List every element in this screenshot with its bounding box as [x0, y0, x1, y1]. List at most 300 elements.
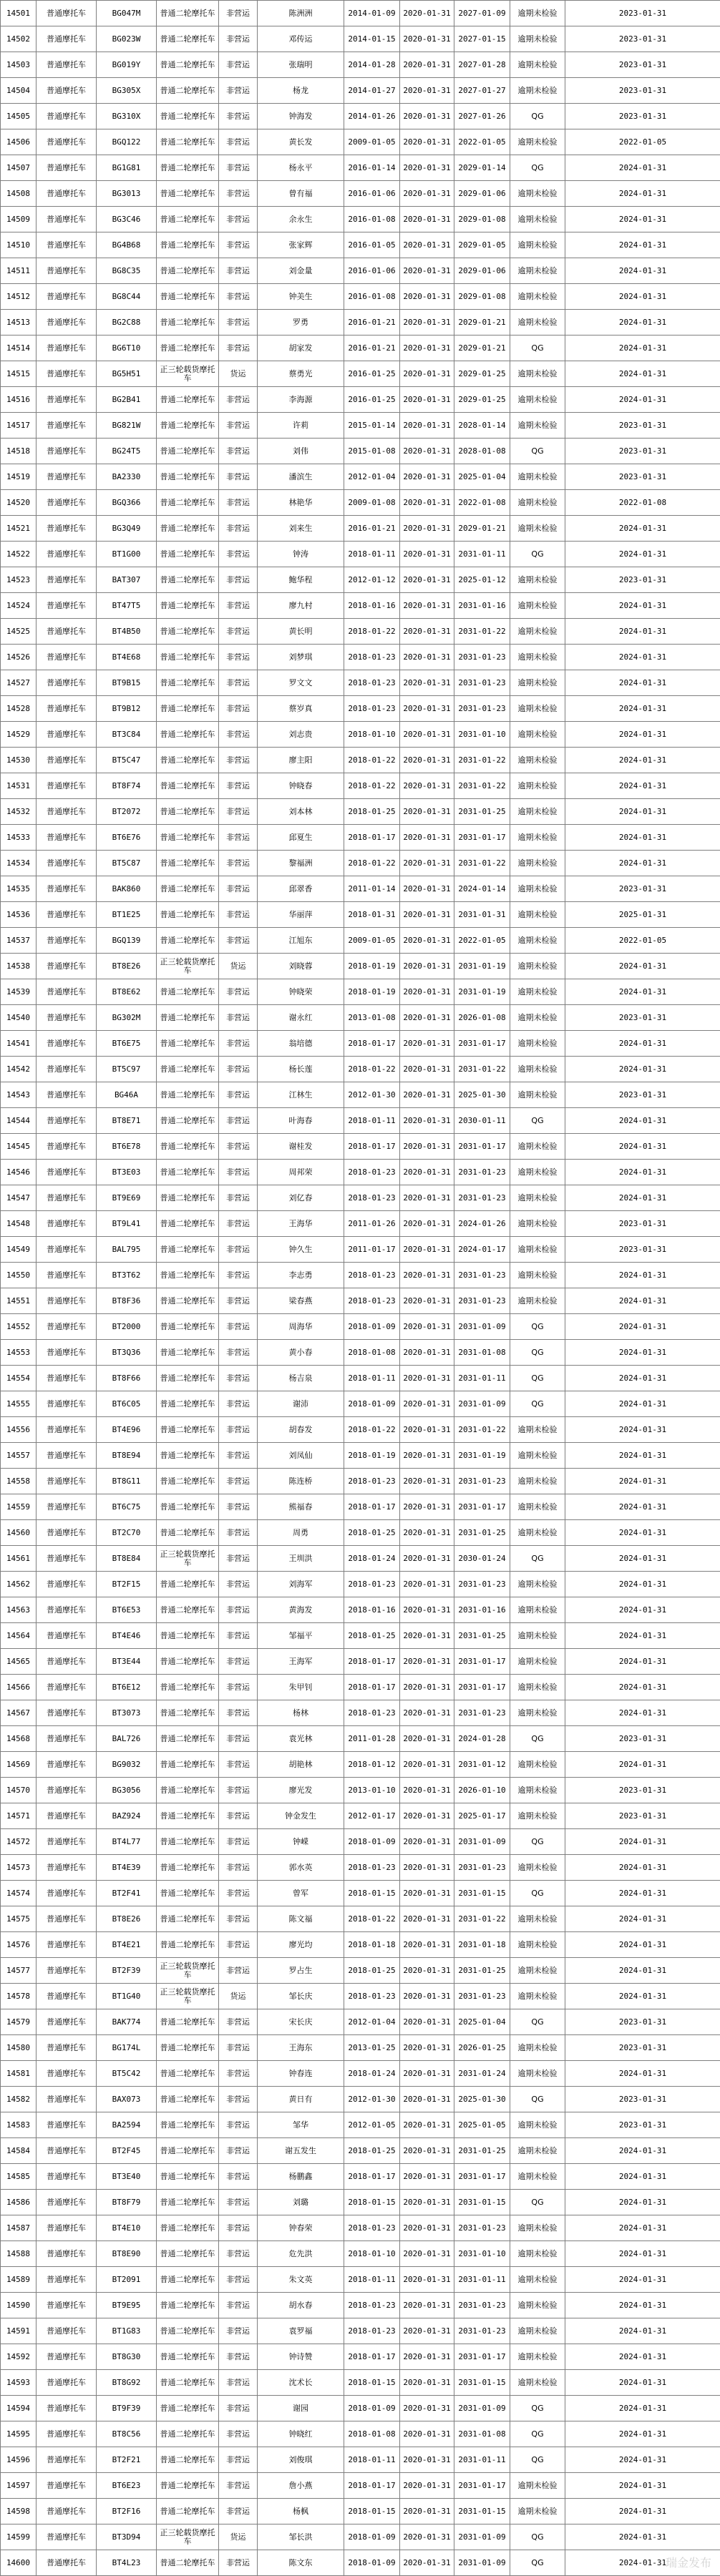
cell-vehicle-type: 普通二轮摩托车: [157, 876, 219, 902]
cell-seq-number: 14585: [1, 2164, 37, 2190]
table-row: [1, 1778, 720, 1803]
cell-scrap-date: 2031-01-23: [454, 1700, 510, 1726]
cell-status: 逾期未检验: [510, 1700, 565, 1726]
cell-plate-number: BAL795: [97, 1237, 157, 1263]
cell-vehicle-class: 普通摩托车: [37, 1675, 97, 1700]
cell-vehicle-class: 普通摩托车: [37, 902, 97, 928]
cell-owner-name: 邹长洪: [258, 2524, 344, 2550]
table-row: [1, 207, 720, 232]
cell-seq-number: 14597: [1, 2473, 37, 2499]
cell-scrap-date: 2025-01-17: [454, 1803, 510, 1829]
cell-scrap-date: 2027-01-15: [454, 26, 510, 52]
cell-valid-until: 2024-01-31: [565, 2215, 720, 2241]
cell-inspect-date: 2020-01-31: [400, 2550, 454, 2576]
cell-valid-until: 2024-01-31: [565, 1546, 720, 1572]
cell-inspect-date: 2020-01-31: [400, 1, 454, 26]
cell-vehicle-type: 普通二轮摩托车: [157, 258, 219, 284]
cell-seq-number: 14555: [1, 1391, 37, 1417]
cell-register-date: 2018-01-17: [344, 1134, 400, 1160]
cell-status: 逾期未检验: [510, 1494, 565, 1520]
table-row: [1, 2112, 720, 2138]
table-row: [1, 232, 720, 258]
cell-register-date: 2018-01-23: [344, 1263, 400, 1288]
cell-register-date: 2011-01-17: [344, 1237, 400, 1263]
cell-status: QG: [510, 336, 565, 361]
cell-inspect-date: 2020-01-31: [400, 1984, 454, 2009]
cell-owner-name: 刘志贵: [258, 722, 344, 748]
cell-inspect-date: 2020-01-31: [400, 284, 454, 310]
cell-owner-name: 刘晓蓉: [258, 954, 344, 979]
cell-valid-until: 2024-01-31: [565, 181, 720, 207]
cell-inspect-date: 2020-01-31: [400, 1134, 454, 1160]
cell-seq-number: 14598: [1, 2499, 37, 2524]
cell-register-date: 2012-01-04: [344, 464, 400, 490]
cell-status: QG: [510, 2550, 565, 2576]
cell-plate-number: BGQ366: [97, 490, 157, 516]
cell-usage-type: 非营运: [219, 2370, 258, 2396]
cell-owner-name: 杨长莲: [258, 1057, 344, 1082]
cell-owner-name: 危先洪: [258, 2241, 344, 2267]
cell-vehicle-class: 普通摩托车: [37, 78, 97, 104]
cell-vehicle-type: 普通二轮摩托车: [157, 1340, 219, 1366]
cell-usage-type: 非营运: [219, 1623, 258, 1649]
cell-inspect-date: 2020-01-31: [400, 1520, 454, 1546]
cell-scrap-date: 2029-01-21: [454, 516, 510, 542]
cell-register-date: 2018-01-11: [344, 2447, 400, 2473]
cell-vehicle-class: 普通摩托车: [37, 542, 97, 567]
cell-register-date: 2016-01-25: [344, 387, 400, 413]
table-row: [1, 1829, 720, 1855]
cell-plate-number: BG9032: [97, 1752, 157, 1778]
cell-seq-number: 14588: [1, 2241, 37, 2267]
cell-plate-number: BT5C97: [97, 1057, 157, 1082]
cell-inspect-date: 2020-01-31: [400, 851, 454, 876]
cell-status: QG: [510, 1366, 565, 1391]
cell-valid-until: 2023-01-31: [565, 1803, 720, 1829]
cell-vehicle-class: 普通摩托车: [37, 1288, 97, 1314]
cell-seq-number: 14546: [1, 1160, 37, 1185]
cell-scrap-date: 2031-01-22: [454, 1057, 510, 1082]
cell-vehicle-class: 普通摩托车: [37, 1829, 97, 1855]
cell-vehicle-type: 普通二轮摩托车: [157, 1597, 219, 1623]
cell-inspect-date: 2020-01-31: [400, 593, 454, 619]
cell-vehicle-type: 普通二轮摩托车: [157, 1829, 219, 1855]
cell-plate-number: BT6E75: [97, 1031, 157, 1057]
cell-vehicle-type: 普通二轮摩托车: [157, 1469, 219, 1494]
cell-usage-type: 非营运: [219, 567, 258, 593]
cell-register-date: 2018-01-23: [344, 1984, 400, 2009]
cell-owner-name: 杨枫: [258, 2499, 344, 2524]
cell-status: 逾期未检验: [510, 1005, 565, 1031]
cell-status: 逾期未检验: [510, 1984, 565, 2009]
cell-usage-type: 非营运: [219, 1572, 258, 1597]
cell-vehicle-class: 普通摩托车: [37, 2421, 97, 2447]
table-row: [1, 2447, 720, 2473]
table-row: [1, 593, 720, 619]
cell-vehicle-class: 普通摩托车: [37, 2318, 97, 2344]
cell-plate-number: BT8G92: [97, 2370, 157, 2396]
cell-valid-until: 2024-01-31: [565, 387, 720, 413]
cell-usage-type: 非营运: [219, 619, 258, 645]
cell-status: 逾期未检验: [510, 1160, 565, 1185]
cell-inspect-date: 2020-01-31: [400, 2396, 454, 2421]
cell-valid-until: 2023-01-31: [565, 1726, 720, 1752]
cell-plate-number: BT8E90: [97, 2241, 157, 2267]
table-row: [1, 26, 720, 52]
cell-valid-until: 2023-01-31: [565, 439, 720, 464]
cell-status: 逾期未检验: [510, 2267, 565, 2293]
cell-scrap-date: 2022-01-08: [454, 490, 510, 516]
cell-valid-until: 2024-01-31: [565, 2396, 720, 2421]
cell-owner-name: 周海华: [258, 1314, 344, 1340]
cell-owner-name: 李志勇: [258, 1263, 344, 1288]
cell-vehicle-type: 普通二轮摩托车: [157, 2499, 219, 2524]
cell-vehicle-type: 普通二轮摩托车: [157, 310, 219, 336]
cell-register-date: 2018-01-22: [344, 1057, 400, 1082]
cell-register-date: 2012-01-12: [344, 567, 400, 593]
cell-usage-type: 非营运: [219, 490, 258, 516]
cell-register-date: 2009-01-05: [344, 928, 400, 954]
cell-register-date: 2014-01-27: [344, 78, 400, 104]
cell-owner-name: 袁光林: [258, 1726, 344, 1752]
cell-plate-number: BT6E76: [97, 825, 157, 851]
cell-valid-until: 2024-01-31: [565, 155, 720, 181]
cell-register-date: 2018-01-17: [344, 2344, 400, 2370]
cell-vehicle-class: 普通摩托车: [37, 1984, 97, 2009]
table-row: [1, 1726, 720, 1752]
table-row: [1, 2318, 720, 2344]
cell-seq-number: 14571: [1, 1803, 37, 1829]
cell-scrap-date: 2027-01-26: [454, 104, 510, 129]
table-row: [1, 104, 720, 129]
cell-inspect-date: 2020-01-31: [400, 439, 454, 464]
cell-seq-number: 14564: [1, 1623, 37, 1649]
cell-plate-number: BT4E46: [97, 1623, 157, 1649]
cell-valid-until: 2024-01-31: [565, 593, 720, 619]
cell-valid-until: 2023-01-31: [565, 876, 720, 902]
cell-inspect-date: 2020-01-31: [400, 2164, 454, 2190]
cell-valid-until: 2024-01-31: [565, 1572, 720, 1597]
cell-seq-number: 14535: [1, 876, 37, 902]
cell-valid-until: 2024-01-31: [565, 1443, 720, 1469]
cell-status: QG: [510, 542, 565, 567]
cell-scrap-date: 2025-01-04: [454, 464, 510, 490]
cell-vehicle-type: 普通二轮摩托车: [157, 1494, 219, 1520]
cell-status: 逾期未检验: [510, 1752, 565, 1778]
cell-vehicle-class: 普通摩托车: [37, 52, 97, 78]
cell-valid-until: 2024-01-31: [565, 1984, 720, 2009]
cell-valid-until: 2024-01-31: [565, 284, 720, 310]
cell-plate-number: BT6E78: [97, 1134, 157, 1160]
cell-owner-name: 刘金量: [258, 258, 344, 284]
cell-vehicle-type: 正三轮载货摩托车: [157, 954, 219, 979]
cell-valid-until: 2024-01-31: [565, 2421, 720, 2447]
cell-status: QG: [510, 2087, 565, 2112]
cell-owner-name: 熊福春: [258, 1494, 344, 1520]
cell-scrap-date: 2031-01-31: [454, 902, 510, 928]
cell-inspect-date: 2020-01-31: [400, 1160, 454, 1185]
cell-vehicle-type: 普通二轮摩托车: [157, 1237, 219, 1263]
cell-valid-until: 2024-01-31: [565, 1932, 720, 1958]
cell-register-date: 2018-01-11: [344, 1366, 400, 1391]
cell-seq-number: 14504: [1, 78, 37, 104]
cell-vehicle-class: 普通摩托车: [37, 1546, 97, 1572]
cell-plate-number: BT2091: [97, 2267, 157, 2293]
cell-vehicle-class: 普通摩托车: [37, 1572, 97, 1597]
cell-seq-number: 14520: [1, 490, 37, 516]
cell-scrap-date: 2031-01-17: [454, 825, 510, 851]
cell-inspect-date: 2020-01-31: [400, 1057, 454, 1082]
table-row: [1, 2344, 720, 2370]
cell-vehicle-type: 普通二轮摩托车: [157, 1855, 219, 1881]
cell-usage-type: 非营运: [219, 1494, 258, 1520]
cell-register-date: 2018-01-10: [344, 2241, 400, 2267]
cell-status: 逾期未检验: [510, 232, 565, 258]
cell-usage-type: 非营运: [219, 284, 258, 310]
table-row: [1, 413, 720, 439]
cell-vehicle-class: 普通摩托车: [37, 413, 97, 439]
cell-vehicle-type: 普通二轮摩托车: [157, 2138, 219, 2164]
table-row: [1, 1237, 720, 1263]
cell-plate-number: BT8E94: [97, 1443, 157, 1469]
cell-seq-number: 14528: [1, 696, 37, 722]
cell-usage-type: 非营运: [219, 439, 258, 464]
cell-register-date: 2018-01-23: [344, 1700, 400, 1726]
table-row: [1, 928, 720, 954]
cell-plate-number: BT3D94: [97, 2524, 157, 2550]
cell-vehicle-type: 普通二轮摩托车: [157, 336, 219, 361]
cell-valid-until: 2023-01-31: [565, 464, 720, 490]
cell-plate-number: BT8E62: [97, 979, 157, 1005]
cell-inspect-date: 2020-01-31: [400, 1366, 454, 1391]
cell-seq-number: 14582: [1, 2087, 37, 2112]
cell-valid-until: 2024-01-31: [565, 1108, 720, 1134]
cell-owner-name: 钟晓荣: [258, 979, 344, 1005]
cell-usage-type: 非营运: [219, 645, 258, 670]
cell-vehicle-type: 普通二轮摩托车: [157, 2267, 219, 2293]
cell-inspect-date: 2020-01-31: [400, 232, 454, 258]
cell-plate-number: BT4E39: [97, 1855, 157, 1881]
cell-scrap-date: 2031-01-17: [454, 2344, 510, 2370]
cell-register-date: 2018-01-15: [344, 2370, 400, 2396]
cell-register-date: 2018-01-22: [344, 851, 400, 876]
cell-scrap-date: 2031-01-22: [454, 851, 510, 876]
table-row: [1, 2009, 720, 2035]
cell-plate-number: BT8G30: [97, 2344, 157, 2370]
vehicle-table-body: [1, 1, 720, 2576]
cell-owner-name: 华丽萍: [258, 902, 344, 928]
cell-status: 逾期未检验: [510, 748, 565, 773]
cell-status: 逾期未检验: [510, 1082, 565, 1108]
cell-usage-type: 非营运: [219, 2447, 258, 2473]
cell-owner-name: 余永生: [258, 207, 344, 232]
cell-vehicle-class: 普通摩托车: [37, 1855, 97, 1881]
cell-status: 逾期未检验: [510, 1675, 565, 1700]
cell-scrap-date: 2031-01-09: [454, 1314, 510, 1340]
cell-usage-type: 非营运: [219, 2344, 258, 2370]
cell-scrap-date: 2031-01-23: [454, 645, 510, 670]
cell-inspect-date: 2020-01-31: [400, 181, 454, 207]
cell-plate-number: BG310X: [97, 104, 157, 129]
cell-vehicle-class: 普通摩托车: [37, 2112, 97, 2138]
cell-valid-until: 2024-01-31: [565, 954, 720, 979]
cell-inspect-date: 2020-01-31: [400, 1597, 454, 1623]
table-row: [1, 1263, 720, 1288]
cell-register-date: 2018-01-23: [344, 670, 400, 696]
cell-usage-type: 非营运: [219, 773, 258, 799]
cell-status: 逾期未检验: [510, 722, 565, 748]
cell-vehicle-class: 普通摩托车: [37, 1803, 97, 1829]
cell-usage-type: 非营运: [219, 1005, 258, 1031]
cell-owner-name: 陈文东: [258, 2550, 344, 2576]
cell-vehicle-class: 普通摩托车: [37, 979, 97, 1005]
cell-status: 逾期未检验: [510, 593, 565, 619]
cell-vehicle-class: 普通摩托车: [37, 1160, 97, 1185]
cell-scrap-date: 2031-01-15: [454, 2190, 510, 2215]
cell-status: 逾期未检验: [510, 1572, 565, 1597]
cell-status: 逾期未检验: [510, 619, 565, 645]
cell-plate-number: BG047M: [97, 1, 157, 26]
cell-seq-number: 14568: [1, 1726, 37, 1752]
cell-owner-name: 陈连桥: [258, 1469, 344, 1494]
cell-inspect-date: 2020-01-31: [400, 1778, 454, 1803]
cell-status: QG: [510, 2396, 565, 2421]
cell-inspect-date: 2020-01-31: [400, 310, 454, 336]
cell-scrap-date: 2025-01-04: [454, 2009, 510, 2035]
cell-status: 逾期未检验: [510, 52, 565, 78]
cell-inspect-date: 2020-01-31: [400, 2215, 454, 2241]
cell-scrap-date: 2031-01-18: [454, 1932, 510, 1958]
cell-plate-number: BT6C75: [97, 1494, 157, 1520]
cell-scrap-date: 2031-01-11: [454, 2267, 510, 2293]
cell-plate-number: BT4E10: [97, 2215, 157, 2241]
cell-usage-type: 货运: [219, 361, 258, 387]
cell-inspect-date: 2020-01-31: [400, 1108, 454, 1134]
cell-valid-until: 2024-01-31: [565, 1057, 720, 1082]
cell-inspect-date: 2020-01-31: [400, 104, 454, 129]
cell-register-date: 2018-01-23: [344, 2318, 400, 2344]
table-row: [1, 2164, 720, 2190]
table-row: [1, 1984, 720, 2009]
table-row: [1, 2421, 720, 2447]
cell-vehicle-type: 正三轮载货摩托车: [157, 1984, 219, 2009]
cell-register-date: 2018-01-23: [344, 1572, 400, 1597]
cell-usage-type: 非营运: [219, 1185, 258, 1211]
cell-vehicle-class: 普通摩托车: [37, 2215, 97, 2241]
cell-register-date: 2018-01-08: [344, 2421, 400, 2447]
table-row: [1, 2370, 720, 2396]
cell-register-date: 2018-01-19: [344, 979, 400, 1005]
cell-seq-number: 14549: [1, 1237, 37, 1263]
table-row: [1, 825, 720, 851]
table-row: [1, 78, 720, 104]
cell-seq-number: 14548: [1, 1211, 37, 1237]
cell-vehicle-class: 普通摩托车: [37, 439, 97, 464]
cell-inspect-date: 2020-01-31: [400, 876, 454, 902]
cell-vehicle-class: 普通摩托车: [37, 1469, 97, 1494]
cell-register-date: 2018-01-17: [344, 2473, 400, 2499]
cell-register-date: 2014-01-26: [344, 104, 400, 129]
cell-valid-until: 2024-01-31: [565, 722, 720, 748]
cell-register-date: 2018-01-09: [344, 2396, 400, 2421]
cell-vehicle-type: 普通二轮摩托车: [157, 490, 219, 516]
cell-scrap-date: 2031-01-23: [454, 1288, 510, 1314]
cell-register-date: 2013-01-10: [344, 1778, 400, 1803]
table-row: [1, 2035, 720, 2061]
table-row: [1, 1623, 720, 1649]
cell-owner-name: 钟金发生: [258, 1803, 344, 1829]
table-row: [1, 2138, 720, 2164]
cell-plate-number: BT1G00: [97, 542, 157, 567]
cell-vehicle-class: 普通摩托车: [37, 928, 97, 954]
cell-vehicle-class: 普通摩托车: [37, 1314, 97, 1340]
cell-vehicle-type: 普通二轮摩托车: [157, 78, 219, 104]
cell-register-date: 2018-01-11: [344, 1108, 400, 1134]
cell-status: QG: [510, 1340, 565, 1366]
cell-seq-number: 14530: [1, 748, 37, 773]
cell-vehicle-class: 普通摩托车: [37, 2267, 97, 2293]
cell-register-date: 2011-01-28: [344, 1726, 400, 1752]
cell-register-date: 2018-01-17: [344, 1494, 400, 1520]
cell-usage-type: 非营运: [219, 52, 258, 78]
cell-plate-number: BT6E12: [97, 1675, 157, 1700]
cell-vehicle-type: 普通二轮摩托车: [157, 2447, 219, 2473]
cell-status: 逾期未检验: [510, 902, 565, 928]
cell-valid-until: 2023-01-31: [565, 1778, 720, 1803]
cell-vehicle-type: 普通二轮摩托车: [157, 1649, 219, 1675]
cell-scrap-date: 2024-01-14: [454, 876, 510, 902]
cell-plate-number: BT2F16: [97, 2499, 157, 2524]
table-row: [1, 2241, 720, 2267]
cell-inspect-date: 2020-01-31: [400, 387, 454, 413]
cell-plate-number: BG2C88: [97, 310, 157, 336]
cell-register-date: 2018-01-08: [344, 1340, 400, 1366]
cell-owner-name: 鲍华程: [258, 567, 344, 593]
table-row: [1, 258, 720, 284]
cell-valid-until: 2022-01-05: [565, 129, 720, 155]
cell-plate-number: BT4L77: [97, 1829, 157, 1855]
cell-usage-type: 非营运: [219, 2293, 258, 2318]
cell-valid-until: 2023-01-31: [565, 104, 720, 129]
cell-register-date: 2016-01-21: [344, 310, 400, 336]
cell-plate-number: BG174L: [97, 2035, 157, 2061]
cell-valid-until: 2024-01-31: [565, 1391, 720, 1417]
cell-valid-until: 2024-01-31: [565, 1881, 720, 1906]
table-row: [1, 799, 720, 825]
cell-plate-number: BG305X: [97, 78, 157, 104]
cell-valid-until: 2024-01-31: [565, 336, 720, 361]
cell-vehicle-class: 普通摩托车: [37, 1, 97, 26]
cell-status: 逾期未检验: [510, 1057, 565, 1082]
cell-scrap-date: 2029-01-25: [454, 361, 510, 387]
cell-register-date: 2018-01-24: [344, 2061, 400, 2087]
cell-scrap-date: 2031-01-09: [454, 2396, 510, 2421]
cell-vehicle-class: 普通摩托车: [37, 516, 97, 542]
cell-inspect-date: 2020-01-31: [400, 1263, 454, 1288]
cell-status: QG: [510, 1108, 565, 1134]
cell-inspect-date: 2020-01-31: [400, 1700, 454, 1726]
cell-vehicle-type: 普通二轮摩托车: [157, 902, 219, 928]
cell-register-date: 2018-01-22: [344, 1906, 400, 1932]
cell-scrap-date: 2031-01-22: [454, 619, 510, 645]
cell-status: 逾期未检验: [510, 284, 565, 310]
cell-status: 逾期未检验: [510, 696, 565, 722]
cell-status: 逾期未检验: [510, 361, 565, 387]
table-row: [1, 2473, 720, 2499]
cell-register-date: 2014-01-09: [344, 1, 400, 26]
cell-scrap-date: 2029-01-14: [454, 155, 510, 181]
cell-owner-name: 翁培德: [258, 1031, 344, 1057]
